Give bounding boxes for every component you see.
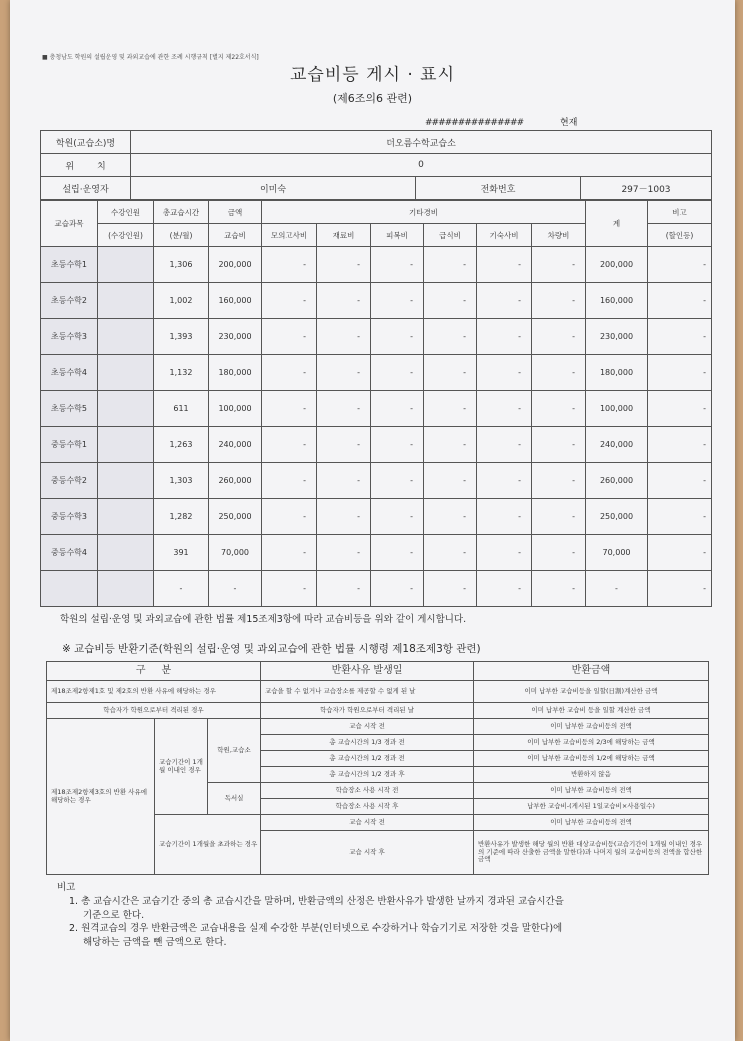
phone-label: 전화번호	[416, 177, 581, 200]
fee-hours: 1,002	[154, 283, 209, 319]
fee-table	[40, 200, 712, 607]
refund-reason-row: 학습장소 사용 시작 전	[261, 783, 474, 799]
fee-material: -	[317, 319, 371, 355]
fee-total: 200,000	[586, 247, 648, 283]
refund-amount-row: 이미 납부한 교습비등의 1/2에 해당하는 금액	[474, 751, 709, 767]
fee-clothing: -	[371, 247, 424, 283]
fee-course	[41, 571, 98, 607]
header-capacity-sub: (수강인원)	[98, 224, 154, 247]
fee-vehicle: -	[532, 283, 586, 319]
fee-material: -	[317, 571, 371, 607]
fee-hours: 1,306	[154, 247, 209, 283]
refund-section-title: ※ 교습비등 반환기준(학원의 설립·운영 및 과외교습에 관한 법률 시행령 제18조제3항 관련)	[62, 643, 481, 655]
fee-row	[41, 463, 712, 499]
location-value: 0	[131, 154, 712, 177]
fee-course: 중등수학3	[41, 499, 98, 535]
fee-row	[41, 247, 712, 283]
fee-course: 초등수학5	[41, 391, 98, 427]
fee-note: -	[648, 427, 712, 463]
fee-material: -	[317, 535, 371, 571]
refund-header-reason: 반환사유 발생일	[261, 662, 474, 681]
refund-reason-row: 학습장소 사용 시작 후	[261, 799, 474, 815]
header-meal: 급식비	[424, 224, 477, 247]
refund-type-reading-room: 독서실	[208, 783, 261, 815]
header-note-sub: (할인등)	[648, 224, 712, 247]
fee-material: -	[317, 427, 371, 463]
fee-vehicle: -	[532, 463, 586, 499]
fee-total: 250,000	[586, 499, 648, 535]
fee-meal: -	[424, 319, 477, 355]
fee-capacity	[98, 427, 154, 463]
fee-course: 초등수학2	[41, 283, 98, 319]
header-fee: 교습비	[209, 224, 262, 247]
fee-meal: -	[424, 571, 477, 607]
header-clothing: 피복비	[371, 224, 424, 247]
fee-exam: -	[262, 391, 317, 427]
page-subtitle: (제6조의6 관련)	[332, 92, 413, 105]
refund-amount-row: 이미 납부한 교습비등의 2/3에 해당하는 금액	[474, 735, 709, 751]
fee-exam: -	[262, 283, 317, 319]
fee-row	[41, 283, 712, 319]
fee-row	[41, 355, 712, 391]
fee-vehicle: -	[532, 391, 586, 427]
fee-clothing: -	[371, 571, 424, 607]
refund-reason-row: 총 교습시간의 1/2 경과 후	[261, 767, 474, 783]
fee-dorm: -	[477, 535, 532, 571]
academy-name-value: 더오름수학교습소	[131, 131, 712, 154]
fee-meal: -	[424, 355, 477, 391]
date-masked: ###############	[425, 118, 524, 128]
fee-vehicle: -	[532, 247, 586, 283]
date-suffix: 현재	[560, 118, 578, 128]
fee-course: 초등수학1	[41, 247, 98, 283]
fee-dorm: -	[477, 319, 532, 355]
header-course: 교습과목	[41, 201, 98, 247]
fee-total: 230,000	[586, 319, 648, 355]
fee-note: -	[648, 247, 712, 283]
fee-clothing: -	[371, 283, 424, 319]
fee-amount: -	[209, 571, 262, 607]
fee-amount: 240,000	[209, 427, 262, 463]
legal-reference: ■ 충청남도 학원의 설립운영 및 과외교습에 관한 조례 시행규칙 [별지 제22호서식]	[42, 54, 259, 61]
fee-exam: -	[262, 463, 317, 499]
fee-exam: -	[262, 571, 317, 607]
fee-capacity	[98, 319, 154, 355]
fee-clothing: -	[371, 427, 424, 463]
fee-course: 중등수학4	[41, 535, 98, 571]
fee-clothing: -	[371, 499, 424, 535]
fee-vehicle: -	[532, 427, 586, 463]
fee-dorm: -	[477, 247, 532, 283]
fee-course: 초등수학4	[41, 355, 98, 391]
header-dorm: 기숙사비	[477, 224, 532, 247]
refund-type-academy: 학원,교습소	[208, 719, 261, 783]
fee-dorm: -	[477, 499, 532, 535]
fee-dorm: -	[477, 427, 532, 463]
note-1-cont: 기준으로 한다.	[83, 909, 145, 921]
notes	[57, 881, 564, 950]
fee-capacity	[98, 391, 154, 427]
fee-amount: 260,000	[209, 463, 262, 499]
fee-capacity	[98, 535, 154, 571]
location-label: 위 치	[41, 154, 131, 177]
refund-amount-row: 반환사유가 발생한 해당 월의 반환 대상교습비등(교습기간이 1개월 이내인 경우의 기준에 따라 산출한 금액을 말한다)과 나머지 월의 교습비등의 전액을 합산한 금액	[474, 831, 709, 875]
refund-table	[46, 661, 709, 875]
fee-row	[41, 571, 712, 607]
fee-note: -	[648, 319, 712, 355]
refund-header-amount: 반환금액	[474, 662, 709, 681]
header-exam: 모의고사비	[262, 224, 317, 247]
fee-exam: -	[262, 427, 317, 463]
fee-note: -	[648, 499, 712, 535]
fee-capacity	[98, 499, 154, 535]
fee-hours: 1,393	[154, 319, 209, 355]
refund-reason-row: 총 교습시간의 1/2 경과 전	[261, 751, 474, 767]
fee-meal: -	[424, 247, 477, 283]
operator-value: 이미숙	[131, 177, 416, 200]
fee-note: -	[648, 463, 712, 499]
fee-exam: -	[262, 535, 317, 571]
fee-row	[41, 499, 712, 535]
fee-amount: 180,000	[209, 355, 262, 391]
fee-hours: 391	[154, 535, 209, 571]
fee-hours: 1,303	[154, 463, 209, 499]
refund-reason-row: 교습 시작 전	[261, 719, 474, 735]
refund-amount-row: 이미 납부한 교습비등의 전액	[474, 815, 709, 831]
fee-vehicle: -	[532, 355, 586, 391]
fee-exam: -	[262, 319, 317, 355]
posting-statement: 학원의 설립·운영 및 과외교습에 관한 법률 제15조제3항에 따라 교습비등을 위와 같이 게시합니다.	[60, 614, 467, 625]
fee-clothing: -	[371, 463, 424, 499]
fee-vehicle: -	[532, 571, 586, 607]
refund-amount-row: 반환하지 않음	[474, 767, 709, 783]
fee-amount: 200,000	[209, 247, 262, 283]
refund-period-short: 교습기간이 1개월 이내인 경우	[155, 719, 208, 815]
refund-amount-1: 이미 납부한 교습비등을 일할(日割)계산한 금액	[474, 681, 709, 703]
fee-hours: -	[154, 571, 209, 607]
header-other-fees: 기타경비	[262, 201, 586, 224]
fee-amount: 100,000	[209, 391, 262, 427]
fee-clothing: -	[371, 355, 424, 391]
fee-capacity	[98, 283, 154, 319]
fee-row	[41, 391, 712, 427]
refund-category-2: 학습자가 학원으로부터 격리된 경우	[47, 703, 261, 719]
fee-hours: 1,263	[154, 427, 209, 463]
note-1: 1. 총 교습시간은 교습기간 중의 총 교습시간을 말하며, 반환금액의 산정은 반환사유가 발생한 날까지 경과된 교습시간을	[69, 895, 564, 907]
notes-heading: 비고	[57, 882, 76, 893]
refund-reason-1: 교습을 할 수 없거나 교습장소를 제공할 수 없게 된 날	[261, 681, 474, 703]
refund-category-3: 제18조제2항제3호의 반환 사유에 해당하는 경우	[47, 719, 155, 875]
fee-note: -	[648, 355, 712, 391]
fee-total: 160,000	[586, 283, 648, 319]
fee-dorm: -	[477, 283, 532, 319]
fee-meal: -	[424, 463, 477, 499]
fee-amount: 250,000	[209, 499, 262, 535]
fee-total: -	[586, 571, 648, 607]
fee-course: 중등수학2	[41, 463, 98, 499]
fee-hours: 1,132	[154, 355, 209, 391]
fee-capacity	[98, 463, 154, 499]
fee-dorm: -	[477, 391, 532, 427]
fee-total: 260,000	[586, 463, 648, 499]
fee-material: -	[317, 463, 371, 499]
fee-amount: 70,000	[209, 535, 262, 571]
fee-note: -	[648, 391, 712, 427]
refund-reason-row: 교습 시작 후	[261, 831, 474, 875]
refund-header-category: 구 분	[47, 662, 261, 681]
fee-capacity	[98, 571, 154, 607]
fee-material: -	[317, 247, 371, 283]
fee-row	[41, 427, 712, 463]
header-hours-sub: (분/월)	[154, 224, 209, 247]
fee-exam: -	[262, 499, 317, 535]
header-capacity: 수강인원	[98, 201, 154, 224]
fee-total: 180,000	[586, 355, 648, 391]
fee-clothing: -	[371, 535, 424, 571]
fee-amount: 160,000	[209, 283, 262, 319]
header-total: 계	[586, 201, 648, 247]
fee-material: -	[317, 391, 371, 427]
fee-meal: -	[424, 391, 477, 427]
phone-value: 297－1003	[581, 177, 712, 200]
fee-total: 70,000	[586, 535, 648, 571]
fee-dorm: -	[477, 355, 532, 391]
fee-capacity	[98, 247, 154, 283]
document-page	[10, 0, 735, 1041]
fee-capacity	[98, 355, 154, 391]
page-title: 교습비등 게시 · 표시	[290, 65, 455, 85]
fee-course: 초등수학3	[41, 319, 98, 355]
fee-clothing: -	[371, 319, 424, 355]
header-note: 비고	[648, 201, 712, 224]
fee-material: -	[317, 283, 371, 319]
refund-amount-row: 이미 납부한 교습비등의 전액	[474, 783, 709, 799]
refund-reason-row: 교습 시작 전	[261, 815, 474, 831]
fee-amount: 230,000	[209, 319, 262, 355]
fee-exam: -	[262, 247, 317, 283]
header-hours: 총교습시간	[154, 201, 209, 224]
fee-row	[41, 535, 712, 571]
refund-amount-2: 이미 납부한 교습비 등을 일할 계산한 금액	[474, 703, 709, 719]
fee-row	[41, 319, 712, 355]
fee-vehicle: -	[532, 535, 586, 571]
header-material: 재료비	[317, 224, 371, 247]
fee-hours: 1,282	[154, 499, 209, 535]
fee-dorm: -	[477, 463, 532, 499]
fee-course: 중등수학1	[41, 427, 98, 463]
fee-hours: 611	[154, 391, 209, 427]
refund-amount-row: 납부한 교습비-(게시된 1일교습비×사용일수)	[474, 799, 709, 815]
fee-vehicle: -	[532, 499, 586, 535]
fee-dorm: -	[477, 571, 532, 607]
refund-reason-2: 학습자가 학원으로부터 격리된 날	[261, 703, 474, 719]
date-line	[425, 115, 577, 128]
fee-note: -	[648, 283, 712, 319]
refund-reason-row: 총 교습시간의 1/3 경과 전	[261, 735, 474, 751]
fee-note: -	[648, 535, 712, 571]
fee-total: 240,000	[586, 427, 648, 463]
operator-label: 설립·운영자	[41, 177, 131, 200]
fee-material: -	[317, 355, 371, 391]
academy-name-label: 학원(교습소)명	[41, 131, 131, 154]
fee-meal: -	[424, 499, 477, 535]
fee-meal: -	[424, 427, 477, 463]
fee-meal: -	[424, 283, 477, 319]
academy-info-table	[40, 130, 712, 200]
fee-clothing: -	[371, 391, 424, 427]
fee-material: -	[317, 499, 371, 535]
note-2: 2. 원격교습의 경우 반환금액은 교습내용을 실제 수강한 부분(인터넷으로 수강하거나 학습기기로 저장한 것을 말한다)에	[69, 923, 563, 935]
fee-exam: -	[262, 355, 317, 391]
header-vehicle: 차량비	[532, 224, 586, 247]
fee-total: 100,000	[586, 391, 648, 427]
refund-period-long: 교습기간이 1개월을 초과하는 경우	[155, 815, 261, 875]
header-amount: 금액	[209, 201, 262, 224]
note-2-cont: 해당하는 금액을 뺀 금액으로 한다.	[83, 937, 227, 949]
fee-vehicle: -	[532, 319, 586, 355]
fee-meal: -	[424, 535, 477, 571]
refund-amount-row: 이미 납부한 교습비등의 전액	[474, 719, 709, 735]
fee-note: -	[648, 571, 712, 607]
refund-category-1: 제18조제2항제1호 및 제2호의 반환 사유에 해당하는 경우	[47, 681, 261, 703]
